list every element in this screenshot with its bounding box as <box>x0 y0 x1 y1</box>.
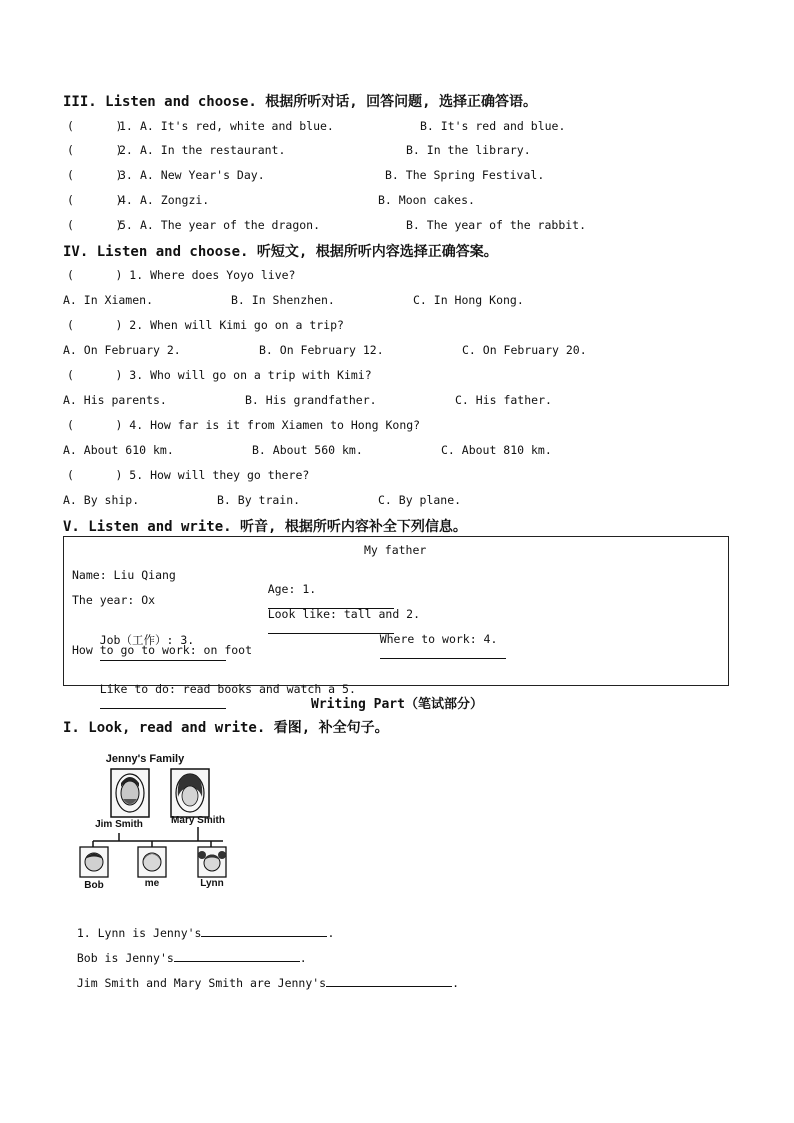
info-job-label: Job（工作）: 3. <box>99 633 195 647</box>
writing-1-title: I. Look, read and write. 看图, 补全句子。 <box>63 720 389 736</box>
section-5-title: V. Listen and write. 听音, 根据所听内容补全下列信息。 <box>63 519 467 535</box>
s3-q5-option-a: A. The year of the dragon. <box>140 218 321 232</box>
bob-portrait <box>80 847 108 877</box>
s4-q1-option-a: A. In Xiamen. <box>63 293 154 307</box>
s3-q4-option-a: A. Zongzi. <box>140 193 210 207</box>
father-portrait <box>111 769 149 817</box>
info-age-label: Age: 1. <box>267 582 317 596</box>
s3-q4-paren: ( ) <box>67 193 123 207</box>
s4-q3-option-b: B. His grandfather. <box>245 393 377 407</box>
s3-q4-num: 4. <box>119 193 133 207</box>
s3-q3-option-a: A. New Year's Day. <box>140 168 265 182</box>
s3-q5-num: 5. <box>119 218 133 232</box>
s3-q5-paren: ( ) <box>67 218 123 232</box>
where-blank[interactable] <box>380 646 506 659</box>
child-1-label: Bob <box>84 880 104 891</box>
s4-q3-option-c: C. His father. <box>455 393 552 407</box>
s4-q5-option-c: C. By plane. <box>378 493 462 507</box>
section-3-title: III. Listen and choose. 根据所听对话, 回答问题, 选择正确答语。 <box>63 94 538 110</box>
s4-q5-option-b: B. By train. <box>217 493 301 507</box>
s3-q1-paren: ( ) <box>67 119 123 133</box>
writing-part-heading: Writing Part（笔试部分） <box>311 697 483 712</box>
child-2-label: me <box>144 878 160 889</box>
info-like-label: Like to do: read books and watch a 5. <box>99 682 356 696</box>
s4-q2-question: ( ) 2. When will Kimi go on a trip? <box>67 318 344 332</box>
info-year: The year: Ox <box>72 593 156 607</box>
mother-portrait <box>171 769 209 817</box>
sentence-3: Jim Smith and Mary Smith are Jenny's <box>76 976 327 990</box>
section-4-title: IV. Listen and choose. 听短文, 根据所听内容选择正确答案。 <box>63 244 498 260</box>
info-how: How to go to work: on foot <box>72 643 253 657</box>
s3-q1-num: 1. <box>119 119 133 133</box>
sentence-3-blank[interactable] <box>326 974 452 987</box>
info-table <box>63 536 729 696</box>
s4-q4-option-b: B. About 560 km. <box>252 443 363 457</box>
s3-q5-option-b: B. The year of the rabbit. <box>406 218 587 232</box>
s3-q1-option-a: A. It's red, white and blue. <box>140 119 334 133</box>
s4-q3-option-a: A. His parents. <box>63 393 167 407</box>
sentence-2: Bob is Jenny's <box>76 951 174 965</box>
s4-q1-option-b: B. In Shenzhen. <box>231 293 335 307</box>
s4-q3-question: ( ) 3. Who will go on a trip with Kimi? <box>67 368 372 382</box>
child-3-label: Lynn <box>200 878 224 889</box>
s3-q3-paren: ( ) <box>67 168 123 182</box>
figure-title: Jenny's Family <box>105 753 185 765</box>
s4-q1-option-c: C. In Hong Kong. <box>413 293 524 307</box>
me-portrait <box>138 847 166 877</box>
s3-q2-option-a: A. In the restaurant. <box>140 143 286 157</box>
s4-q4-option-c: C. About 810 km. <box>441 443 552 457</box>
s3-q2-num: 2. <box>119 143 133 157</box>
info-where-label: Where to work: 4. <box>379 632 498 646</box>
s4-q2-option-a: A. On February 2. <box>63 343 181 357</box>
sentence-1: 1. Lynn is Jenny's <box>76 926 202 940</box>
s4-q4-question: ( ) 4. How far is it from Xiamen to Hong Kong? <box>67 418 421 432</box>
info-table-title: My father <box>364 543 427 557</box>
s4-q2-option-b: B. On February 12. <box>259 343 384 357</box>
s3-q1-option-b: B. It's red and blue. <box>420 119 566 133</box>
info-look-label: Look like: tall and 2. <box>267 607 421 621</box>
s3-q3-option-b: B. The Spring Festival. <box>385 168 545 182</box>
s3-q4-option-b: B. Moon cakes. <box>378 193 475 207</box>
s4-q2-option-c: C. On February 20. <box>462 343 587 357</box>
family-tree-figure <box>63 743 249 893</box>
s4-q4-option-a: A. About 610 km. <box>63 443 174 457</box>
parent-1-label: Jim Smith <box>95 819 143 830</box>
s4-q5-option-a: A. By ship. <box>63 493 140 507</box>
info-name: Name: Liu Qiang <box>72 568 176 582</box>
parent-2-label: Mary Smith <box>171 815 225 826</box>
s3-q3-num: 3. <box>119 168 133 182</box>
s4-q5-question: ( ) 5. How will they go there? <box>67 468 310 482</box>
s3-q2-paren: ( ) <box>67 143 123 157</box>
lynn-portrait <box>198 847 226 877</box>
s3-q2-option-b: B. In the library. <box>406 143 531 157</box>
s4-q1-question: ( ) 1. Where does Yoyo live? <box>67 268 296 282</box>
